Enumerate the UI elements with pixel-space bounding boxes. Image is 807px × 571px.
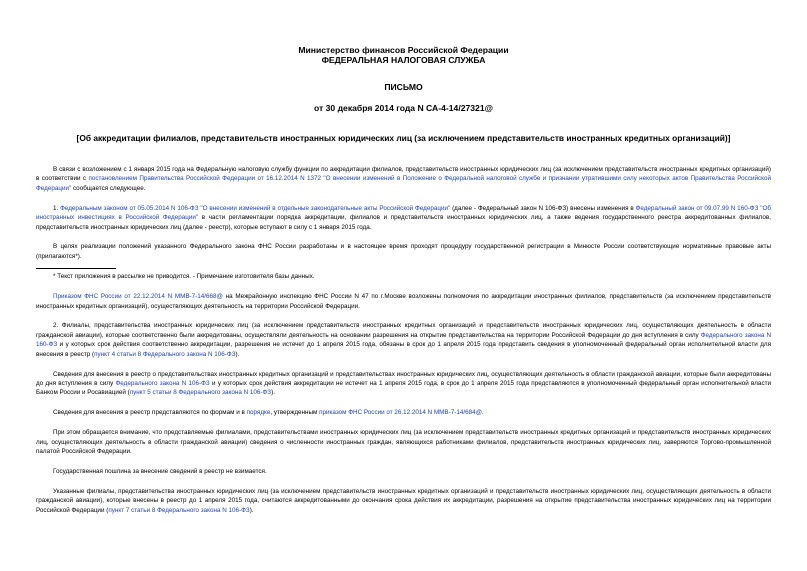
ministry-name: Министерство финансов Российской Федерации <box>298 45 509 55</box>
text: Сведения для внесения в реестр о представительствах иностранных кредитных организаций и представительствах иностранных юридических лиц, осуществляющих деятельность в области гражданской авиации, которые были аккредитованы до дня вступления в силу <box>36 370 771 387</box>
paragraph-state-duty <box>36 467 771 476</box>
text: В связи с возложением с 1 января 2015 года на Федеральную налоговую службу функции по аккредитации филиалов, представительств иностранных юридических лиц (за исключением представительств иностранных кредитных организаций) в соответствии с <box>36 166 771 183</box>
paragraph-order-668 <box>36 292 771 311</box>
text: на Межрайонную инспекцию ФНС России N 47 по г.Москве возложены полномочия по аккредитации иностранных филиалов, представительств (за исключением представительств иностранных кредитных организаций), осуществляющих деятельность на территории Российской Федерации. <box>36 293 771 310</box>
text: В целях реализации положений указанного Федерального закона ФНС России разработаны и в настоящее время проходят процедуру государственной регистрации в Минюсте России соответствующие нормативные правовые акты (прилагаются*). <box>36 243 771 260</box>
text: Сведения для внесения в реестр представляются по формам и в <box>53 409 247 417</box>
link-federal-law-106-b[interactable]: Федерального закона N 106-ФЗ <box>115 380 210 387</box>
link-order-684[interactable]: приказом ФНС России от 26.12.2014 N ММВ-7-14/684@ <box>319 409 482 417</box>
text: ). <box>235 350 240 358</box>
footnote-divider <box>36 268 116 269</box>
paragraph-1 <box>36 204 771 232</box>
link-article-8-item-7[interactable]: пункт 7 статьи 8 Федерального закона N 106-ФЗ <box>108 506 250 514</box>
text: ). <box>249 506 254 514</box>
text: в части регламентации порядка аккредитации, филиалов и представительств иностранных юридических лиц, а также ведения государственного реестра аккредитованных филиалов, представительств иностранных юридических лиц (далее - реестр), которые вступают в силу с 1 января 2015 года. <box>36 214 771 231</box>
paragraph-credit-aviation <box>36 370 771 398</box>
text: и у которых срок действия аккредитации не истечет на 1 апреля 2015 года, в срок до 1 апреля 2015 года представляются в уполномоченный федеральный орган исполнительной власти Банком России и Росавиацией ( <box>36 380 771 397</box>
text: 2. Филиалы, представительства иностранных юридических лиц (за исключением представительств иностранных кредитных организаций и представительств иностранных юридических лиц, осуществляющих деятельность в области гражданской авиации), которые соответственно были аккредитованы, осуществляли деятельность на основании разрешения на открытие представительства на территории Российской Федерации до дня вступления в силу <box>36 322 771 339</box>
text: 1. <box>53 204 61 212</box>
document-subject: [Об аккредитации филиалов, представительств иностранных юридических лиц (за исключением представительств иностранных кредитных организаций)] <box>76 133 731 143</box>
paragraph-intro <box>36 165 771 193</box>
document-number: от 30 декабря 2014 года N СА-4-14/27321@ <box>314 103 493 113</box>
link-federal-law-160[interactable]: Федеральный закон от 09.07.99 N 160-ФЗ "Об иностранных инвестициях в Российской Федерации" <box>36 204 771 222</box>
paragraph-2 <box>36 321 771 359</box>
text: . <box>481 409 484 417</box>
text: ). <box>271 389 275 397</box>
link-procedure[interactable]: порядке <box>246 409 271 417</box>
document-kind: ПИСЬМО <box>384 82 423 92</box>
footnote: * Текст приложения в рассылке не приводится. - Примечание изготовителя базы данных. <box>53 273 315 281</box>
text: (далее - Федеральный закон N 106-ФЗ) внесены изменения в <box>450 204 636 212</box>
text: При этом обращается внимание, что представляемые филиалами, представительствами иностранных юридических лиц (за исключением представительств иностранных кредитных организаций и представительств иностранных юридических лиц, осуществляющих деятельность в области гражданской авиации) сведения о численности иностранных граждан, являющихся работниками филиалов, представительств иностранных юридических лиц, заверяются Торгово-промышленной палатой Российской Федерации. <box>36 429 771 456</box>
link-order-668[interactable]: Приказом ФНС России от 22.12.2014 N ММВ-7-14/668@ <box>53 293 223 301</box>
link-article-8-item-5[interactable]: пункт 5 статьи 8 Федерального закона N 106-ФЗ <box>129 389 272 397</box>
link-federal-law-160-b[interactable]: Федерального закона N 160-ФЗ <box>36 331 772 349</box>
link-government-decree-1372[interactable]: постановлением Правительства Российской Федерации от 16.12.2014 N 1372 "О внесении изменений в Положение о Федеральной налоговой службе и признании утратившими силу некоторых актов Правительства Российской Федерации" <box>36 175 771 192</box>
paragraph-forms <box>36 408 771 417</box>
text: сообщается следующее. <box>71 184 146 192</box>
service-name: ФЕДЕРАЛЬНАЯ НАЛОГОВАЯ СЛУЖБА <box>321 55 486 65</box>
paragraph-implementation <box>36 242 771 261</box>
paragraph-attention <box>36 428 771 456</box>
paragraph-registered-branches <box>36 487 771 515</box>
link-article-8-item-4[interactable]: пункт 4 статьи 8 Федерального закона N 106-ФЗ <box>94 350 236 358</box>
text: Государственная пошлина за внесение сведений в реестр не взимается. <box>53 467 267 475</box>
text: , утвержденным <box>270 409 320 417</box>
link-federal-law-106[interactable]: Федеральным законом от 05.05.2014 N 106-ФЗ "О внесении изменений в отдельные законодательные акты Российской Федерации" <box>60 204 451 212</box>
text: Указанные филиалы, представительства иностранных юридических лиц (за исключением представительств иностранных кредитных организаций и представительств иностранных юридических лиц, осуществляющих деятельность в области гражданской авиации), которые внесены в реестр до 1 апреля 2015 года, считаются аккредитованными до окончания срока действия их аккредитации, разрешения на открытие представительства иностранных юридических лиц на территории Российской Федерации ( <box>36 487 771 514</box>
text: и у которых срок действия соответственно аккредитации, разрешения не истечет до 1 апреля 2015 года, обязаны в срок до 1 апреля 2015 года представить сведения в уполномоченный федеральный орган исполнительной власти для внесения в реестр ( <box>36 341 771 358</box>
